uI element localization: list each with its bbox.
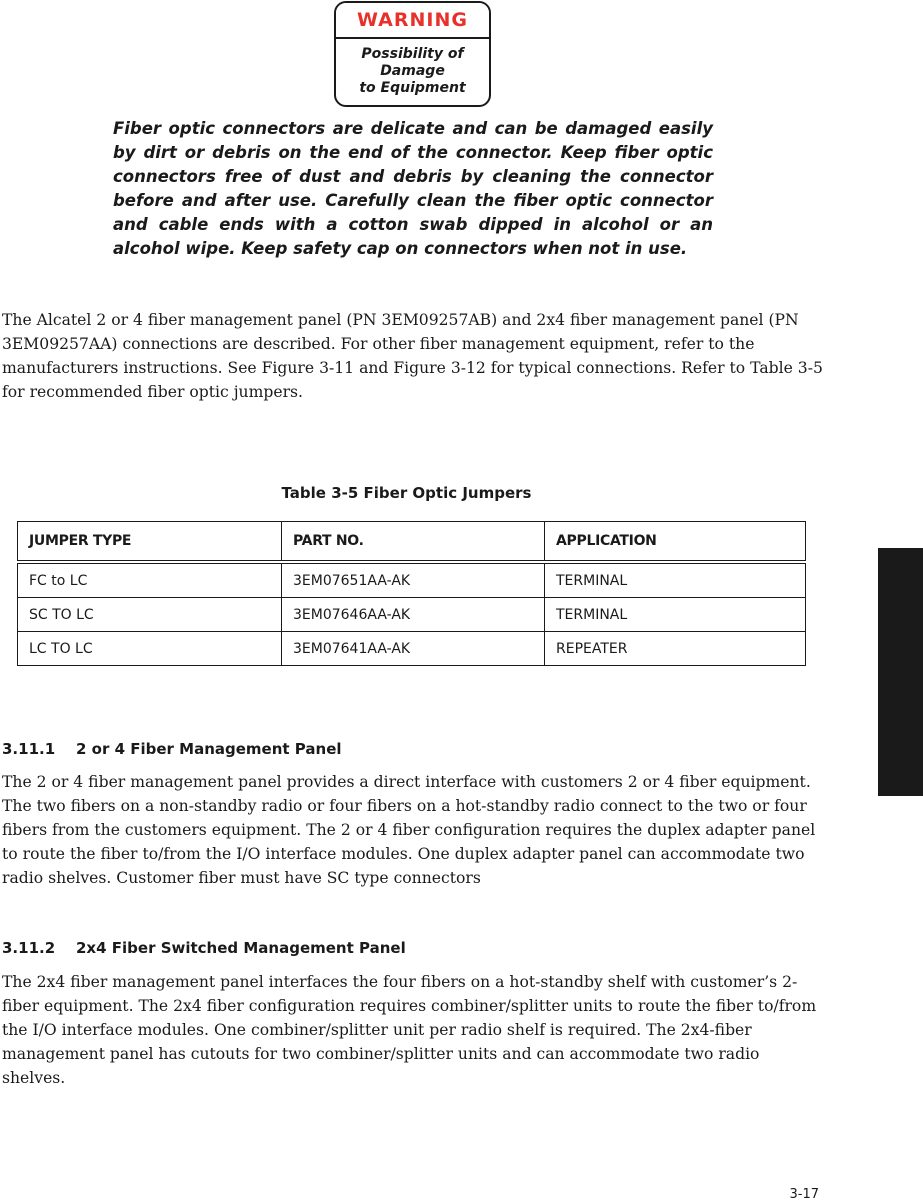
fiber-jumpers-table [17,521,806,666]
column-header: PART NO. [282,522,545,563]
warning-line: to Equipment [359,80,466,96]
chapter-thumb-tab [878,548,923,796]
section-title: 2 or 4 Fiber Management Panel [76,740,342,758]
table-cell: TERMINAL [545,562,806,598]
table-cell: 3EM07651AA-AK [282,562,545,598]
warning-title: WARNING [336,3,489,39]
section-heading-3-11-2 [2,939,406,957]
table-cell: FC to LC [18,562,282,598]
table-row [18,562,806,598]
caution-text: Fiber optic connectors are delicate and can be damaged easily by dirt or debris on the end of the connector. Keep fiber optic connectors free of dust and debris by cleaning the connector before and after use. Carefully clean the fiber optic connector and cable ends with a cotton swab dipped in alcohol or an alcohol wipe. Keep safety cap on connectors when not in use. [113,119,713,258]
section-title: 2x4 Fiber Switched Management Panel [76,939,406,957]
table-cell: REPEATER [545,632,806,666]
table-cell: 3EM07641AA-AK [282,632,545,666]
warning-line: Damage [380,63,445,79]
section-heading-3-11-1 [2,740,342,758]
warning-description [336,39,489,97]
intro-paragraph: The Alcatel 2 or 4 fiber management panel (PN 3EM09257AB) and 2x4 fiber management panel (PN 3EM09257AA) connections are described. For other fiber management equipment, refer to the manufacturers instructions. See Figure 3-11 and Figure 3-12 for typical connections. Refer to Table 3-5 for recommended fiber optic jumpers. [2,311,823,401]
table-cell: SC TO LC [18,598,282,632]
warning-line: Possibility of [361,46,464,62]
table-title: Table 3-5 Fiber Optic Jumpers [281,484,532,502]
section-number: 3.11.2 [2,939,56,957]
table-header-row [18,522,806,563]
table-cell: LC TO LC [18,632,282,666]
table-cell: 3EM07646AA-AK [282,598,545,632]
table-row [18,632,806,666]
column-header: APPLICATION [545,522,806,563]
section-body: The 2x4 fiber management panel interfaces the four fibers on a hot-standby shelf with customer’s 2-fiber equipment. The 2x4 fiber configuration requires combiner/splitter units to route the fiber to/from the I/O interface modules. One combiner/splitter unit per radio shelf is required. The 2x4-fiber management panel has cutouts for two combiner/splitter units and can accommodate two radio shelves. [2,973,817,1087]
table-cell: TERMINAL [545,598,806,632]
column-header: JUMPER TYPE [18,522,282,563]
page-number: 3-17 [789,1187,819,1202]
warning-label [334,1,491,107]
section-number: 3.11.1 [2,740,56,758]
table-row [18,598,806,632]
section-body: The 2 or 4 fiber management panel provides a direct interface with customers 2 or 4 fiber equipment. The two fibers on a non-standby radio or four fibers on a hot-standby radio connect to the two or four fibers from the customers equipment. The 2 or 4 fiber configuration requires the duplex adapter panel to route the fiber to/from the I/O interface modules. One duplex adapter panel can accommodate two radio shelves. Customer fiber must have SC type connectors [2,773,816,887]
